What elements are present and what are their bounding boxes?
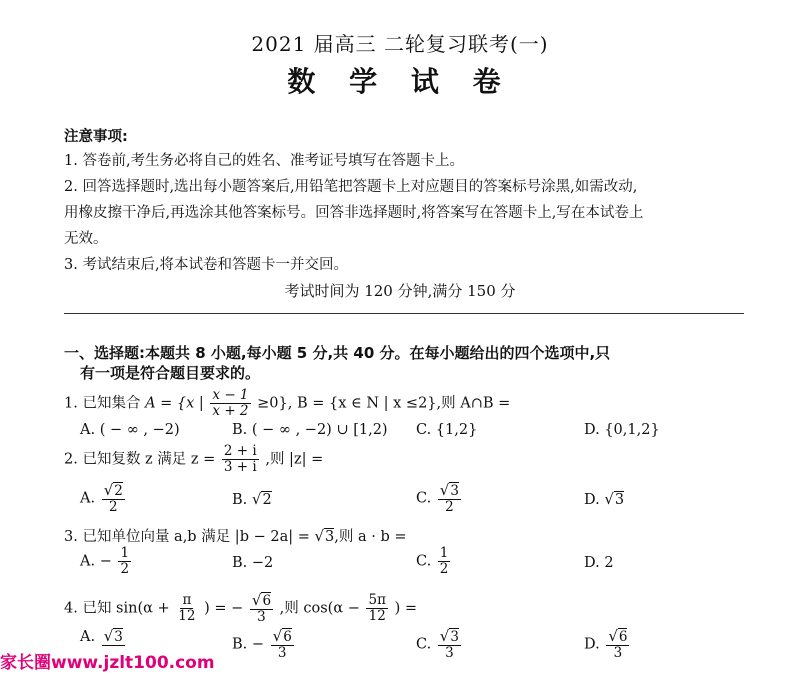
q2-frac-den: 3 + i	[223, 458, 257, 475]
q3-option-c	[416, 546, 452, 577]
q2-frac-num: 2 + i	[223, 443, 257, 459]
q4-option-b-rad: 6	[283, 629, 292, 645]
section1-heading-1: 一、选择题:本题共 8 小题,每小题 5 分,共 40 分。在每小题给出的四个选项中,只	[64, 344, 611, 362]
q1-set-a-tail: ≥0},	[257, 395, 293, 412]
q4-option-d-rad: 6	[618, 629, 628, 645]
exam-title: 2021 届高三 二轮复习联考(一)	[251, 32, 549, 56]
q4-pi-frac	[176, 593, 197, 624]
section1-heading-2: 有一项是符合题目要求的。	[80, 364, 261, 382]
q4-option-a-rad: 3	[114, 629, 123, 645]
q1-option-c: C. {1,2}	[416, 422, 478, 438]
question-1	[64, 388, 510, 419]
subject-title: 数 学 试 卷	[287, 65, 513, 98]
q2-option-a-frac	[102, 482, 125, 515]
divider-line	[64, 313, 744, 314]
q2-suffix: ,则 |z| =	[265, 451, 324, 468]
q1-option-a: A. ( − ∞ , −2)	[80, 422, 180, 438]
q1-option-d: D. {0,1,2}	[584, 422, 660, 438]
q3-option-b: B. −2	[232, 555, 274, 571]
q3-option-a-den: 2	[120, 560, 130, 577]
q2-option-c-den: 2	[445, 498, 454, 515]
q2-option-a-label: A.	[80, 490, 96, 507]
q3-rad: 3	[325, 529, 335, 545]
question-3: 3. 已知单位向量 a,b 满足 |b − 2a| = √3,则 a · b =	[64, 527, 407, 545]
q2-option-c	[416, 482, 463, 515]
q3-option-c-label: C.	[416, 553, 432, 570]
q2-option-a	[80, 482, 127, 515]
q1-prefix: 1. 已知集合	[64, 395, 141, 412]
q2-option-d: D. √3	[584, 490, 625, 508]
q4-pi-num: π	[182, 592, 192, 608]
question-4	[64, 592, 417, 625]
q2-option-a-num: √2	[103, 481, 123, 499]
q4-rhs-num: √6	[251, 591, 272, 609]
notice-line-2b: 用橡皮擦干净后,再选涂其他答案标号。回答非选择题时,将答案写在答题卡上,写在本试卷上	[64, 205, 644, 221]
q2-prefix: 2. 已知复数 z 满足 z =	[64, 451, 216, 468]
q4-rhs-frac	[250, 592, 273, 625]
q4-option-b	[232, 628, 296, 661]
q1-frac-num: x − 1	[212, 387, 249, 403]
q4-option-b-frac	[271, 628, 294, 661]
q4-option-b-label: B. −	[232, 636, 265, 653]
q1-set-a: A = {x |	[145, 395, 204, 412]
q2-option-a-den: 2	[108, 498, 118, 515]
q4-mid2: ,则 cos(α −	[279, 600, 360, 617]
q4-option-c-num: √3	[439, 627, 459, 645]
q2-option-c-label: C.	[416, 490, 432, 507]
q3-option-a-num: 1	[120, 545, 130, 561]
q2-option-b: B. √2	[232, 490, 272, 508]
question-2	[64, 444, 323, 475]
q4-pi2-frac	[366, 593, 387, 624]
q4-pi-den: 12	[178, 607, 196, 624]
q4-suffix: ) =	[394, 600, 417, 617]
q3-option-c-num: 1	[439, 545, 449, 561]
q4-option-a	[80, 628, 127, 646]
q3-option-c-frac	[438, 546, 451, 577]
q4-rhs-den: 3	[257, 608, 266, 625]
q4-prefix: 4. 已知 sin(α +	[64, 600, 170, 617]
q4-rhs-rad: 6	[262, 593, 272, 609]
q2-option-b-rad: 2	[262, 492, 272, 508]
q4-option-a-frac	[102, 628, 125, 646]
q4-mid: ) = −	[204, 600, 244, 617]
q4-option-b-den: 3	[277, 644, 287, 661]
q2-option-a-rad: 2	[114, 483, 123, 499]
notice-heading: 注意事项:	[64, 129, 128, 145]
q3-prefix: 3. 已知单位向量 a,b 满足 |b − 2a| =	[64, 529, 315, 545]
watermark-link[interactable]: 家长圈www.jzlt100.com	[0, 653, 215, 673]
q4-option-d-frac	[606, 628, 629, 661]
q4-option-a-num: √3	[103, 627, 123, 645]
q4-option-d-den: 3	[613, 644, 623, 661]
q1-fraction	[210, 388, 250, 419]
q4-option-c-den: 3	[445, 644, 454, 661]
q3-option-a-label: A. −	[80, 553, 112, 570]
q3-suffix: ,则 a · b =	[334, 529, 407, 545]
q4-option-c	[416, 628, 463, 661]
q3-option-d: D. 2	[584, 555, 614, 571]
q3-option-a-frac	[118, 546, 131, 577]
q1-set-b: B = {x ∈ N | x ≤2},则 A∩B =	[296, 395, 511, 412]
q3-option-c-den: 2	[439, 560, 449, 577]
q1-frac-den: x + 2	[212, 402, 249, 419]
notice-line-3: 3. 考试结束后,将本试卷和答题卡一并交回。	[64, 257, 349, 273]
q2-option-d-rad: 3	[614, 492, 625, 508]
q2-option-c-num: √3	[439, 481, 459, 499]
q4-option-d-num: √6	[608, 627, 628, 645]
q4-option-a-label: A.	[80, 628, 96, 645]
q2-fraction	[222, 444, 259, 475]
q4-option-c-rad: 3	[450, 629, 459, 645]
time-info: 考试时间为 120 分钟,满分 150 分	[284, 282, 516, 300]
q4-pi2-den: 12	[368, 607, 386, 624]
q4-option-d-label: D.	[584, 636, 600, 653]
notice-line-2c: 无效。	[64, 231, 108, 247]
q4-pi2-num: 5π	[368, 592, 386, 608]
q3-option-a	[80, 546, 133, 577]
q4-option-c-label: C.	[416, 636, 432, 653]
notice-line-1: 1. 答卷前,考生务必将自己的姓名、准考证号填写在答题卡上。	[64, 153, 465, 169]
q4-option-c-frac	[438, 628, 461, 661]
q2-option-b-label: B.	[232, 492, 248, 508]
q2-option-c-frac	[438, 482, 461, 515]
q1-option-b: B. ( − ∞ , −2) ∪ [1,2)	[232, 422, 388, 438]
notice-line-2a: 2. 回答选择题时,选出每小题答案后,用铅笔把答题卡上对应题目的答案标号涂黑,如需改动,	[64, 179, 638, 195]
q4-option-d	[584, 628, 631, 661]
q2-option-d-label: D.	[584, 492, 600, 508]
q4-option-b-num: √6	[272, 627, 292, 645]
q2-option-c-rad: 3	[450, 483, 459, 499]
